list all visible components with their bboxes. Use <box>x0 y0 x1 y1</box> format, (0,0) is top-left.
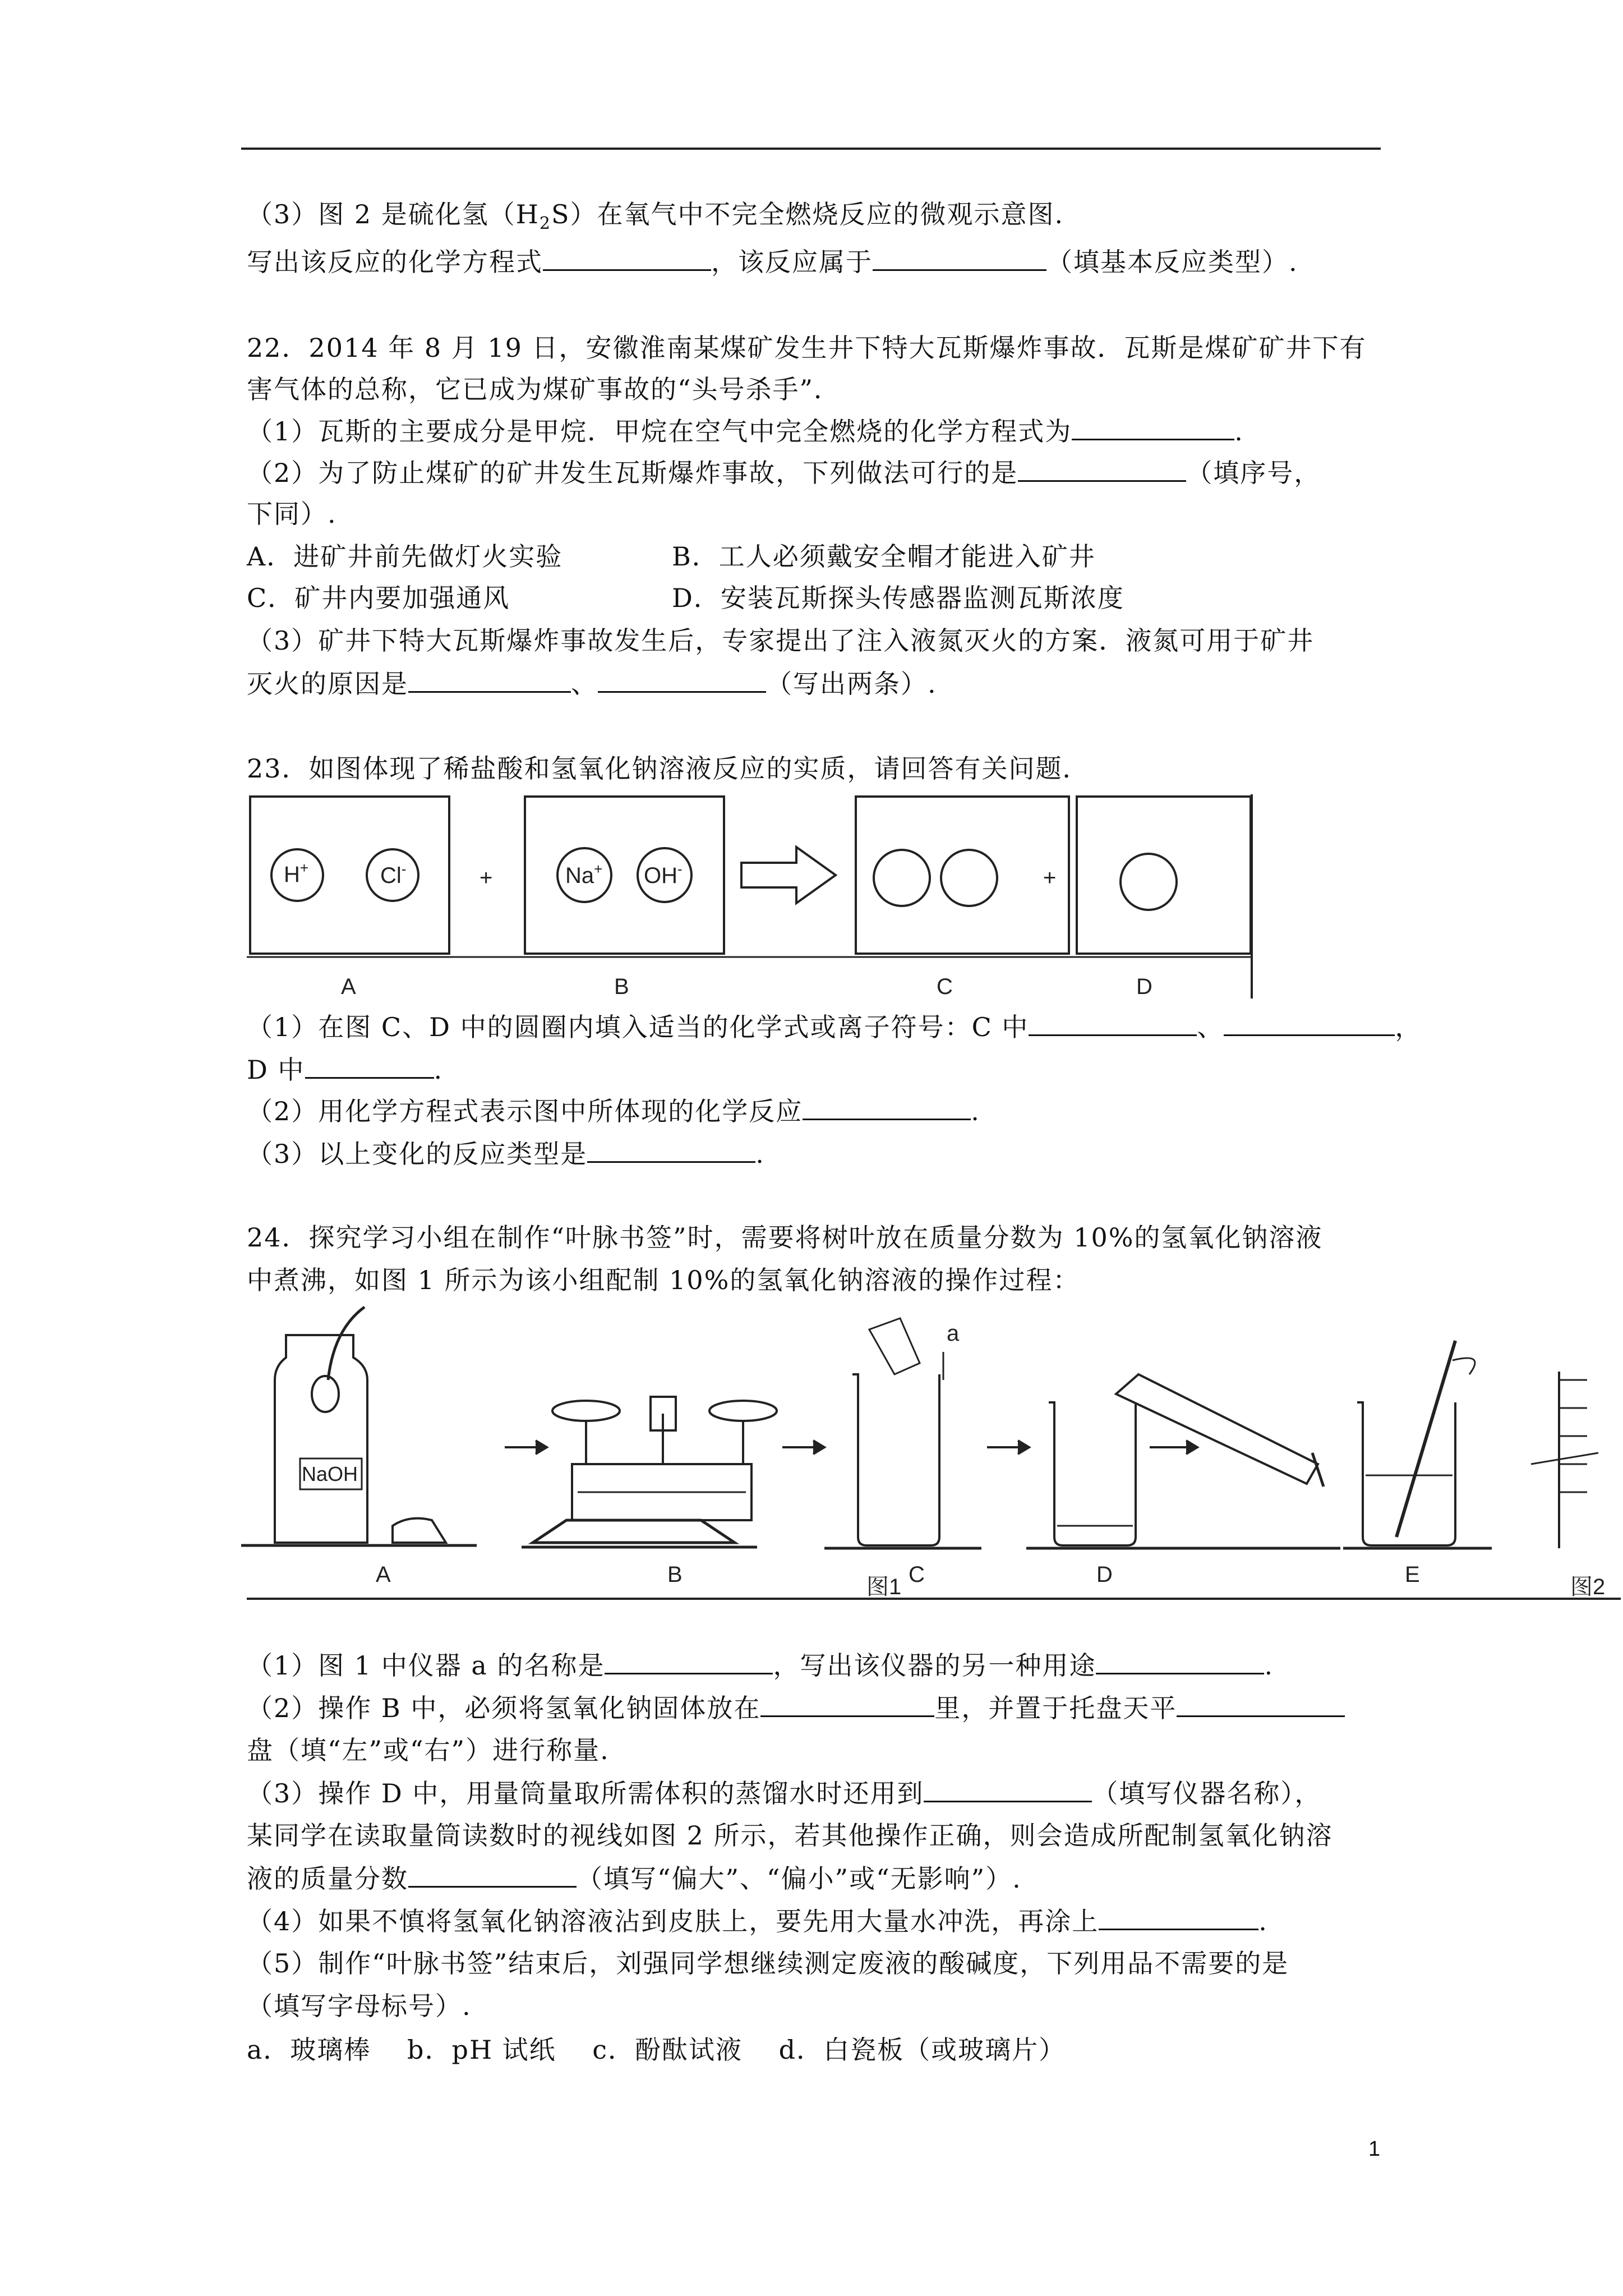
box-c <box>856 797 1069 954</box>
answer-blank[interactable] <box>305 1052 434 1079</box>
answer-blank[interactable] <box>543 245 711 271</box>
q23-part1 <box>247 1010 1422 1044</box>
answer-blank[interactable] <box>1096 1648 1264 1674</box>
q22-part3-cont <box>247 666 937 701</box>
q21-text: 写出该反应的化学方程式 <box>247 247 543 277</box>
answer-blank[interactable] <box>760 1691 934 1717</box>
q24-text: （填写“偏大”、“偏小”或“无影响”）. <box>577 1864 1022 1894</box>
beaker-icon <box>852 1318 943 1545</box>
answer-blank[interactable] <box>1099 1904 1258 1930</box>
arrow-icon <box>741 847 836 903</box>
label-d: D <box>1096 1562 1113 1587</box>
q23-part1-cont <box>247 1052 443 1087</box>
label-e: E <box>1405 1562 1420 1587</box>
q24-text: 液的质量分数 <box>247 1864 408 1894</box>
q23-text: （2）用化学方程式表示图中所体现的化学反应 <box>247 1096 803 1126</box>
q24-part4 <box>247 1904 1268 1938</box>
subscript: 2 <box>539 214 551 234</box>
answer-blank[interactable] <box>408 666 571 693</box>
q24-line2: 中煮沸，如图 1 所示为该小组配制 10%的氢氧化钠溶液的操作过程： <box>247 1265 1080 1295</box>
q24-part3-cont2 <box>247 1861 1022 1895</box>
q24-line1: 24．探究学习小组在制作“叶脉书签”时，需要将树叶放在质量分数为 10%的氢氧化钠溶液 <box>247 1222 1323 1253</box>
q24-text: . <box>1264 1650 1274 1681</box>
page-number: 1 <box>1368 2137 1381 2161</box>
q22-text: （1）瓦斯的主要成分是甲烷．甲烷在空气中完全燃烧的化学方程式为 <box>247 416 1072 447</box>
answer-blank[interactable] <box>1072 414 1234 440</box>
instrument-a-label: a <box>947 1321 960 1346</box>
q23-intro: 23．如图体现了稀盐酸和氢氧化钠溶液反应的实质，请回答有关问题． <box>247 753 1090 784</box>
q24-options: a．玻璃棒 b．pH 试纸 c．酚酞试液 d．白瓷板（或玻璃片） <box>247 2035 1066 2065</box>
q24-text: （3）操作 D 中，用量筒量取所需体积的蒸馏水时还用到 <box>247 1778 924 1809</box>
label-a: A <box>376 1562 391 1587</box>
q22-option-a: A．进矿井前先做灯火实验 <box>247 541 563 572</box>
q21-text: （3）图 2 是硫化氢（H <box>247 199 540 229</box>
q24-part3 <box>247 1776 1321 1810</box>
plus-sign: + <box>479 866 493 890</box>
q23-part2 <box>247 1094 980 1128</box>
reagent-bottle-icon <box>275 1307 367 1543</box>
q22-text: （填序号， <box>1186 458 1321 488</box>
header-rule <box>241 148 1381 150</box>
q24-procedure-figure <box>241 1296 1623 1610</box>
q22-text: （写出两条）. <box>766 669 937 699</box>
q22-text: 灭火的原因是 <box>247 669 408 699</box>
q24-text: （1）图 1 中仪器 a 的名称是 <box>247 1650 605 1681</box>
q23-text: 、 <box>1197 1012 1224 1042</box>
label-b: B <box>614 974 629 999</box>
figure-2-caption: 图2 <box>1570 1575 1606 1599</box>
answer-blank[interactable] <box>605 1648 773 1674</box>
label-a: A <box>341 974 356 999</box>
answer-blank[interactable] <box>598 666 766 693</box>
q24-text: ，写出该仪器的另一种用途 <box>773 1650 1096 1681</box>
plus-sign: + <box>1043 866 1057 890</box>
figure-1-caption: 图1 <box>866 1575 902 1599</box>
q22-option-b: B．工人必须戴安全帽才能进入矿井 <box>672 541 1096 572</box>
q24-text: 里，并置于托盘天平 <box>934 1693 1177 1723</box>
q22-part1 <box>247 414 1244 448</box>
q21-part3-line2 <box>247 245 1298 279</box>
ion-na-label: Na+ <box>565 861 603 888</box>
q24-part2-cont: 盘（填“左”或“右”）进行称量. <box>247 1735 610 1765</box>
q23-text: D 中 <box>247 1055 305 1085</box>
measuring-cylinder-icon <box>1049 1374 1324 1545</box>
q23-part3 <box>247 1137 765 1171</box>
cylinder-reading-icon <box>1531 1372 1598 1548</box>
q23-text: . <box>755 1139 765 1169</box>
q22-text: （2）为了防止煤矿的矿井发生瓦斯爆炸事故，下列做法可行的是 <box>247 458 1018 488</box>
q24-part1 <box>247 1648 1274 1682</box>
q22-part2-cont: 下同）. <box>247 499 337 529</box>
box-d <box>1077 797 1251 954</box>
q22-option-c: C．矿井内要加强通风 <box>247 583 510 613</box>
q23-text: ， <box>1395 1012 1422 1042</box>
q24-text: . <box>1258 1906 1268 1936</box>
q23-text: （1）在图 C、D 中的圆圈内填入适当的化学式或离子符号：C 中 <box>247 1012 1029 1042</box>
label-c: C <box>909 1562 925 1587</box>
q21-text: ，该反应属于 <box>711 247 873 277</box>
naoh-label: NaOH <box>302 1462 358 1485</box>
q22-option-d: D．安装瓦斯探头传感器监测瓦斯浓度 <box>672 583 1124 613</box>
answer-blank[interactable] <box>587 1137 755 1163</box>
answer-blank[interactable] <box>1224 1010 1395 1036</box>
answer-blank[interactable] <box>1177 1691 1345 1717</box>
q22-text: 、 <box>571 669 598 699</box>
q24-text: （4）如果不慎将氢氧化钠溶液沾到皮肤上，要先用大量水冲洗，再涂上 <box>247 1906 1099 1936</box>
q24-text: （填写仪器名称）， <box>1092 1778 1322 1809</box>
answer-blank[interactable] <box>924 1776 1092 1802</box>
q24-part5: （5）制作“叶脉书签”结束后，刘强同学想继续测定废液的酸碱度，下列用品不需要的是 <box>247 1948 1289 1978</box>
ion-h-label: H+ <box>284 859 309 887</box>
q24-text: （2）操作 B 中，必须将氢氧化钠固体放在 <box>247 1693 761 1723</box>
q22-part2 <box>247 455 1321 490</box>
q24-part2 <box>247 1691 1345 1725</box>
ion-oh-label: OH- <box>644 861 683 888</box>
answer-circle-c1[interactable] <box>874 850 930 906</box>
q22-line1: 22．2014 年 8 月 19 日，安徽淮南某煤矿发生井下特大瓦斯爆炸事故．瓦斯是煤矿矿井下有 <box>247 333 1367 363</box>
ion-cl-label: Cl- <box>380 861 407 888</box>
answer-circle-c2[interactable] <box>941 850 997 906</box>
label-c: C <box>937 974 953 999</box>
answer-circle-d[interactable] <box>1121 854 1177 910</box>
box-b <box>525 797 724 954</box>
q22-text: . <box>1234 416 1244 447</box>
q21-part3-line1 <box>247 197 1064 241</box>
q23-text: （3）以上变化的反应类型是 <box>247 1139 588 1169</box>
label-b: B <box>667 1562 683 1587</box>
q24-part3-cont: 某同学在读取量筒读数时的视线如图 2 所示，若其他操作正确，则会造成所配制氢氧化钠溶 <box>247 1820 1333 1851</box>
q21-text: S）在氧气中不完全燃烧反应的微观示意图. <box>551 199 1064 229</box>
label-d: D <box>1136 974 1152 999</box>
q23-text: . <box>971 1096 980 1126</box>
q22-part3: （3）矿井下特大瓦斯爆炸事故发生后，专家提出了注入液氮灭火的方案．液氮可用于矿井 <box>247 625 1315 656</box>
answer-blank[interactable] <box>1018 455 1186 482</box>
answer-blank[interactable] <box>1029 1010 1197 1036</box>
bottle-stopper-icon <box>393 1519 446 1543</box>
q21-text: （填基本反应类型）. <box>1046 247 1298 277</box>
q22-line2: 害气体的总称，它已成为煤矿事故的“头号杀手”． <box>247 374 841 404</box>
q23-text: . <box>434 1055 444 1085</box>
answer-blank[interactable] <box>803 1094 971 1120</box>
stirring-beaker-icon <box>1357 1341 1475 1545</box>
q24-part5-cont: （填写字母标号）. <box>247 1991 472 2021</box>
answer-blank[interactable] <box>873 245 1046 271</box>
answer-blank[interactable] <box>408 1861 577 1888</box>
q23-ion-figure <box>241 791 1256 1010</box>
balance-icon <box>533 1397 777 1543</box>
